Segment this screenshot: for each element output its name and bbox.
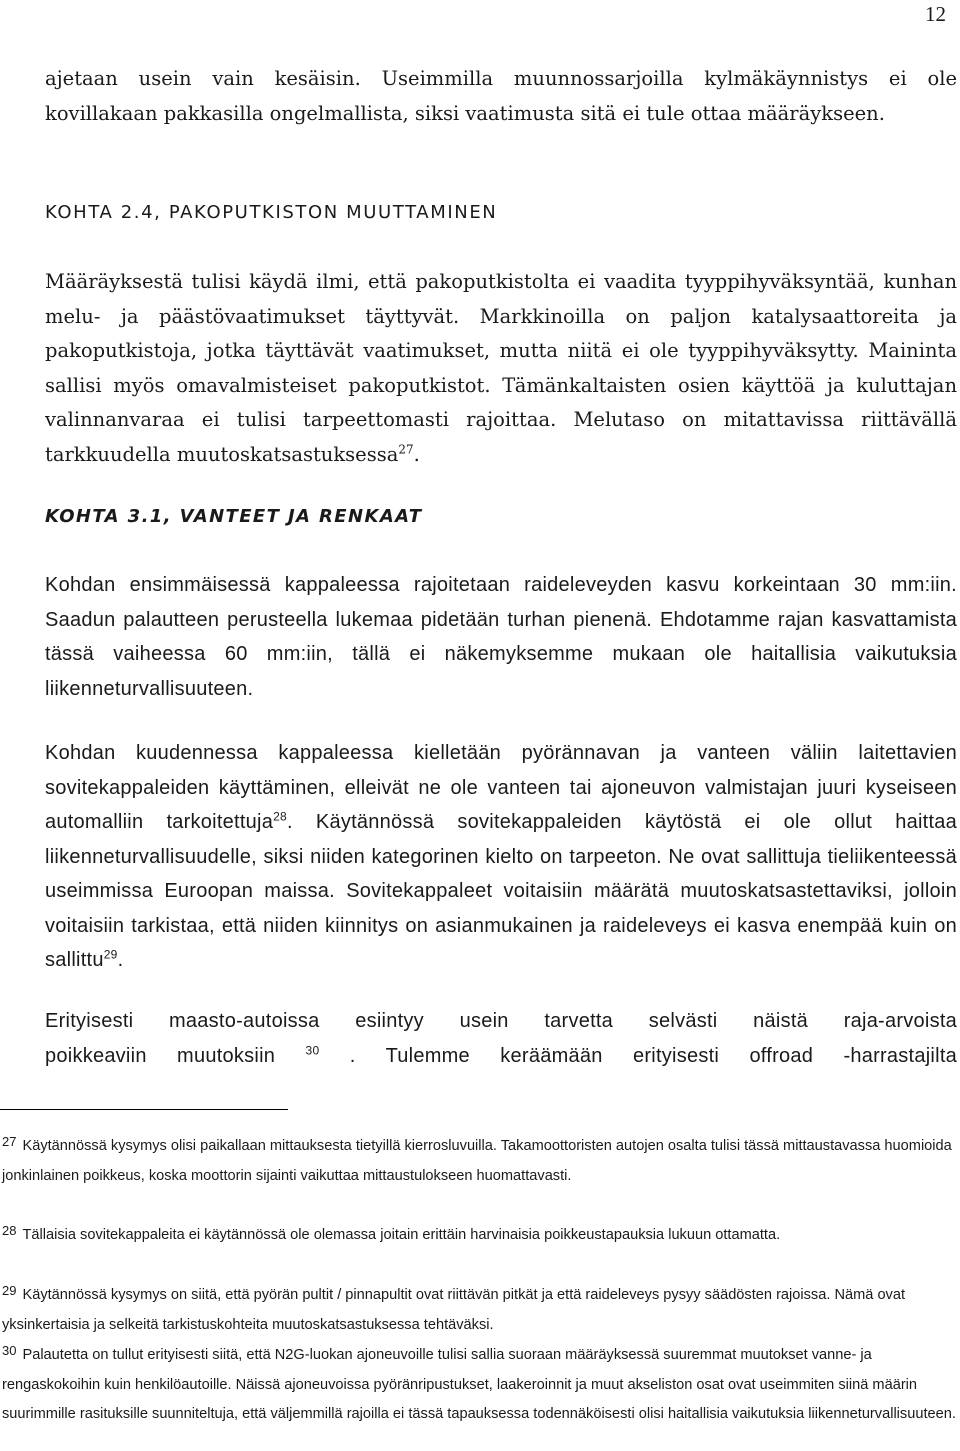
footnote-number: 29: [2, 1283, 17, 1298]
paragraph-exhaust: [45, 265, 957, 472]
footnote-text: Käytännössä kysymys olisi paikallaan mittauksesta tietyillä kierrosluvuilla. Takamoottoristen autojen osalta tulisi tässä mittaustavassa huomioida jonkinlainen poikkeus, koska moottorin sijainti vaikuttaa mittaustulokseen huomattavasti.: [2, 1138, 952, 1184]
section-heading-3-1: KOHTA 3.1, VANTEET JA RENKAAT: [45, 506, 423, 527]
footnote-number: 28: [2, 1223, 17, 1238]
paragraph-offroad-text-c: . Tulemme keräämään erityisesti offroad -harrastajilta: [349, 1044, 957, 1067]
paragraph-exhaust-end: .: [413, 442, 420, 466]
page-number: 12: [925, 2, 946, 26]
paragraph-offroad-line-2: [45, 1039, 957, 1074]
footnote-number: 30: [2, 1343, 17, 1358]
paragraph-offroad-line-1: Erityisesti maasto-autoissa esiintyy usein tarvetta selvästi näistä raja-arvoista: [45, 1010, 957, 1032]
paragraph-spacers: [45, 736, 957, 978]
paragraph-offroad: [45, 1004, 957, 1073]
footnote-number: 27: [2, 1134, 17, 1149]
footnote-ref-28[interactable]: 28: [273, 809, 287, 824]
footnote-text: Palautetta on tullut erityisesti siitä, että N2G-luokan ajoneuvoille tulisi sallia suoraan määräyksessä suuremmat muutokset vanne- ja rengaskokoihin kuin henkilöautoille. Näissä ajoneuvoissa pyöränripustukset, laakeroinnit ja muut akseliston osat ovat useimmiten siinä määrin suurimmille rasituksille suunniteltuja, että väljemmillä rajoilla ei tässä tapauksessa todennäköisesti olisi haitallisia vaikutuksia liikenneturvallisuuteen.: [2, 1347, 956, 1422]
section-heading-2-4: KOHTA 2.4, PAKOPUTKISTON MUUTTAMINEN: [45, 202, 498, 223]
footnote-ref-27[interactable]: 27: [398, 442, 414, 456]
footnote-30: [2, 1336, 957, 1430]
footnote-text: Tällaisia sovitekappaleita ei käytännössä ole olemassa joitain erittäin harvinaisia poikkeustapauksia lukuun ottamatta.: [22, 1227, 781, 1243]
footnote-separator: [0, 1109, 288, 1110]
paragraph-exhaust-text: Määräyksestä tulisi käydä ilmi, että pakoputkistolta ei vaadita tyyppihyväksyntää, kunhan melu- ja päästövaatimukset täyttyvät. Markkinoilla on paljon katalysaattoreita ja pakoputkistoja, jotka täyttävät vaatimukset, mutta niitä ei ole tyyppihyväksytty. Maininta sallisi myös omavalmisteiset pakoputkistot. Tämänkaltaisten osien käyttöä ja kuluttajan valinnanvaraa ei tulisi tarpeettomasti rajoittaa. Melutaso on mitattavissa riittävällä tarkkuudella muutoskatsastuksessa: [45, 270, 957, 466]
footnote-text: Käytännössä kysymys on siitä, että pyörän pultit / pinnapultit ovat riittävän pitkät ja että raideleveys pysyy säädösten rajoissa. Nämä ovat yksinkertaisia ja selkeitä tarkistuskohteita muutoskatsastuksessa tehtäväksi.: [2, 1287, 906, 1333]
paragraph-spacers-end: .: [117, 949, 124, 971]
footnote-27: [2, 1127, 957, 1191]
paragraph-offroad-text-b: poikkeaviin muutoksiin: [45, 1044, 276, 1067]
footnote-ref-30[interactable]: 30: [305, 1042, 320, 1057]
paragraph-intro: ajetaan usein vain kesäisin. Useimmilla muunnossarjoilla kylmäkäynnistys ei ole kovillakaan pakkasilla ongelmallista, siksi vaatimusta sitä ei tule ottaa määräykseen.: [45, 67, 957, 125]
footnote-28: [2, 1216, 957, 1251]
footnote-29: [2, 1276, 957, 1340]
paragraph-track-width: Kohdan ensimmäisessä kappaleessa rajoitetaan raideleveyden kasvu korkeintaan 30 mm:iin. Saadun palautteen perusteella lukemaa pidetään turhan pienenä. Ehdotamme rajan kasvattamista tässä vaiheessa 60 mm:iin, tällä ei näkemyksemme mukaan ole haitallisia vaikutuksia liikenneturvallisuuteen.: [45, 574, 957, 700]
footnote-ref-29[interactable]: 29: [103, 947, 118, 962]
paragraph-spacers-text-b: . Käytännössä sovitekappaleiden käytöstä ei ole ollut haittaa liikenneturvallisuudelle, siksi niiden kategorinen kielto on tarpeeton. Ne ovat sallittuja tieliikenteessä useimmissa Euroopan maissa. Sovitekappaleet voitaisiin määrätä muutoskatsastettaviksi, jolloin voitaisiin tarkistaa, että niiden kiinnitys on asianmukainen ja raideleveys ei kasva enempää kuin on sallittu: [45, 811, 957, 971]
paragraph-spacers-text-a: Kohdan kuudennessa kappaleessa kielletään pyörännavan ja vanteen väliin laitettavien sovitekappaleiden käyttäminen, elleivät ne ole vanteen tai ajoneuvon valmistajan juuri kyseiseen automalliin tarkoitettuja: [45, 742, 957, 833]
